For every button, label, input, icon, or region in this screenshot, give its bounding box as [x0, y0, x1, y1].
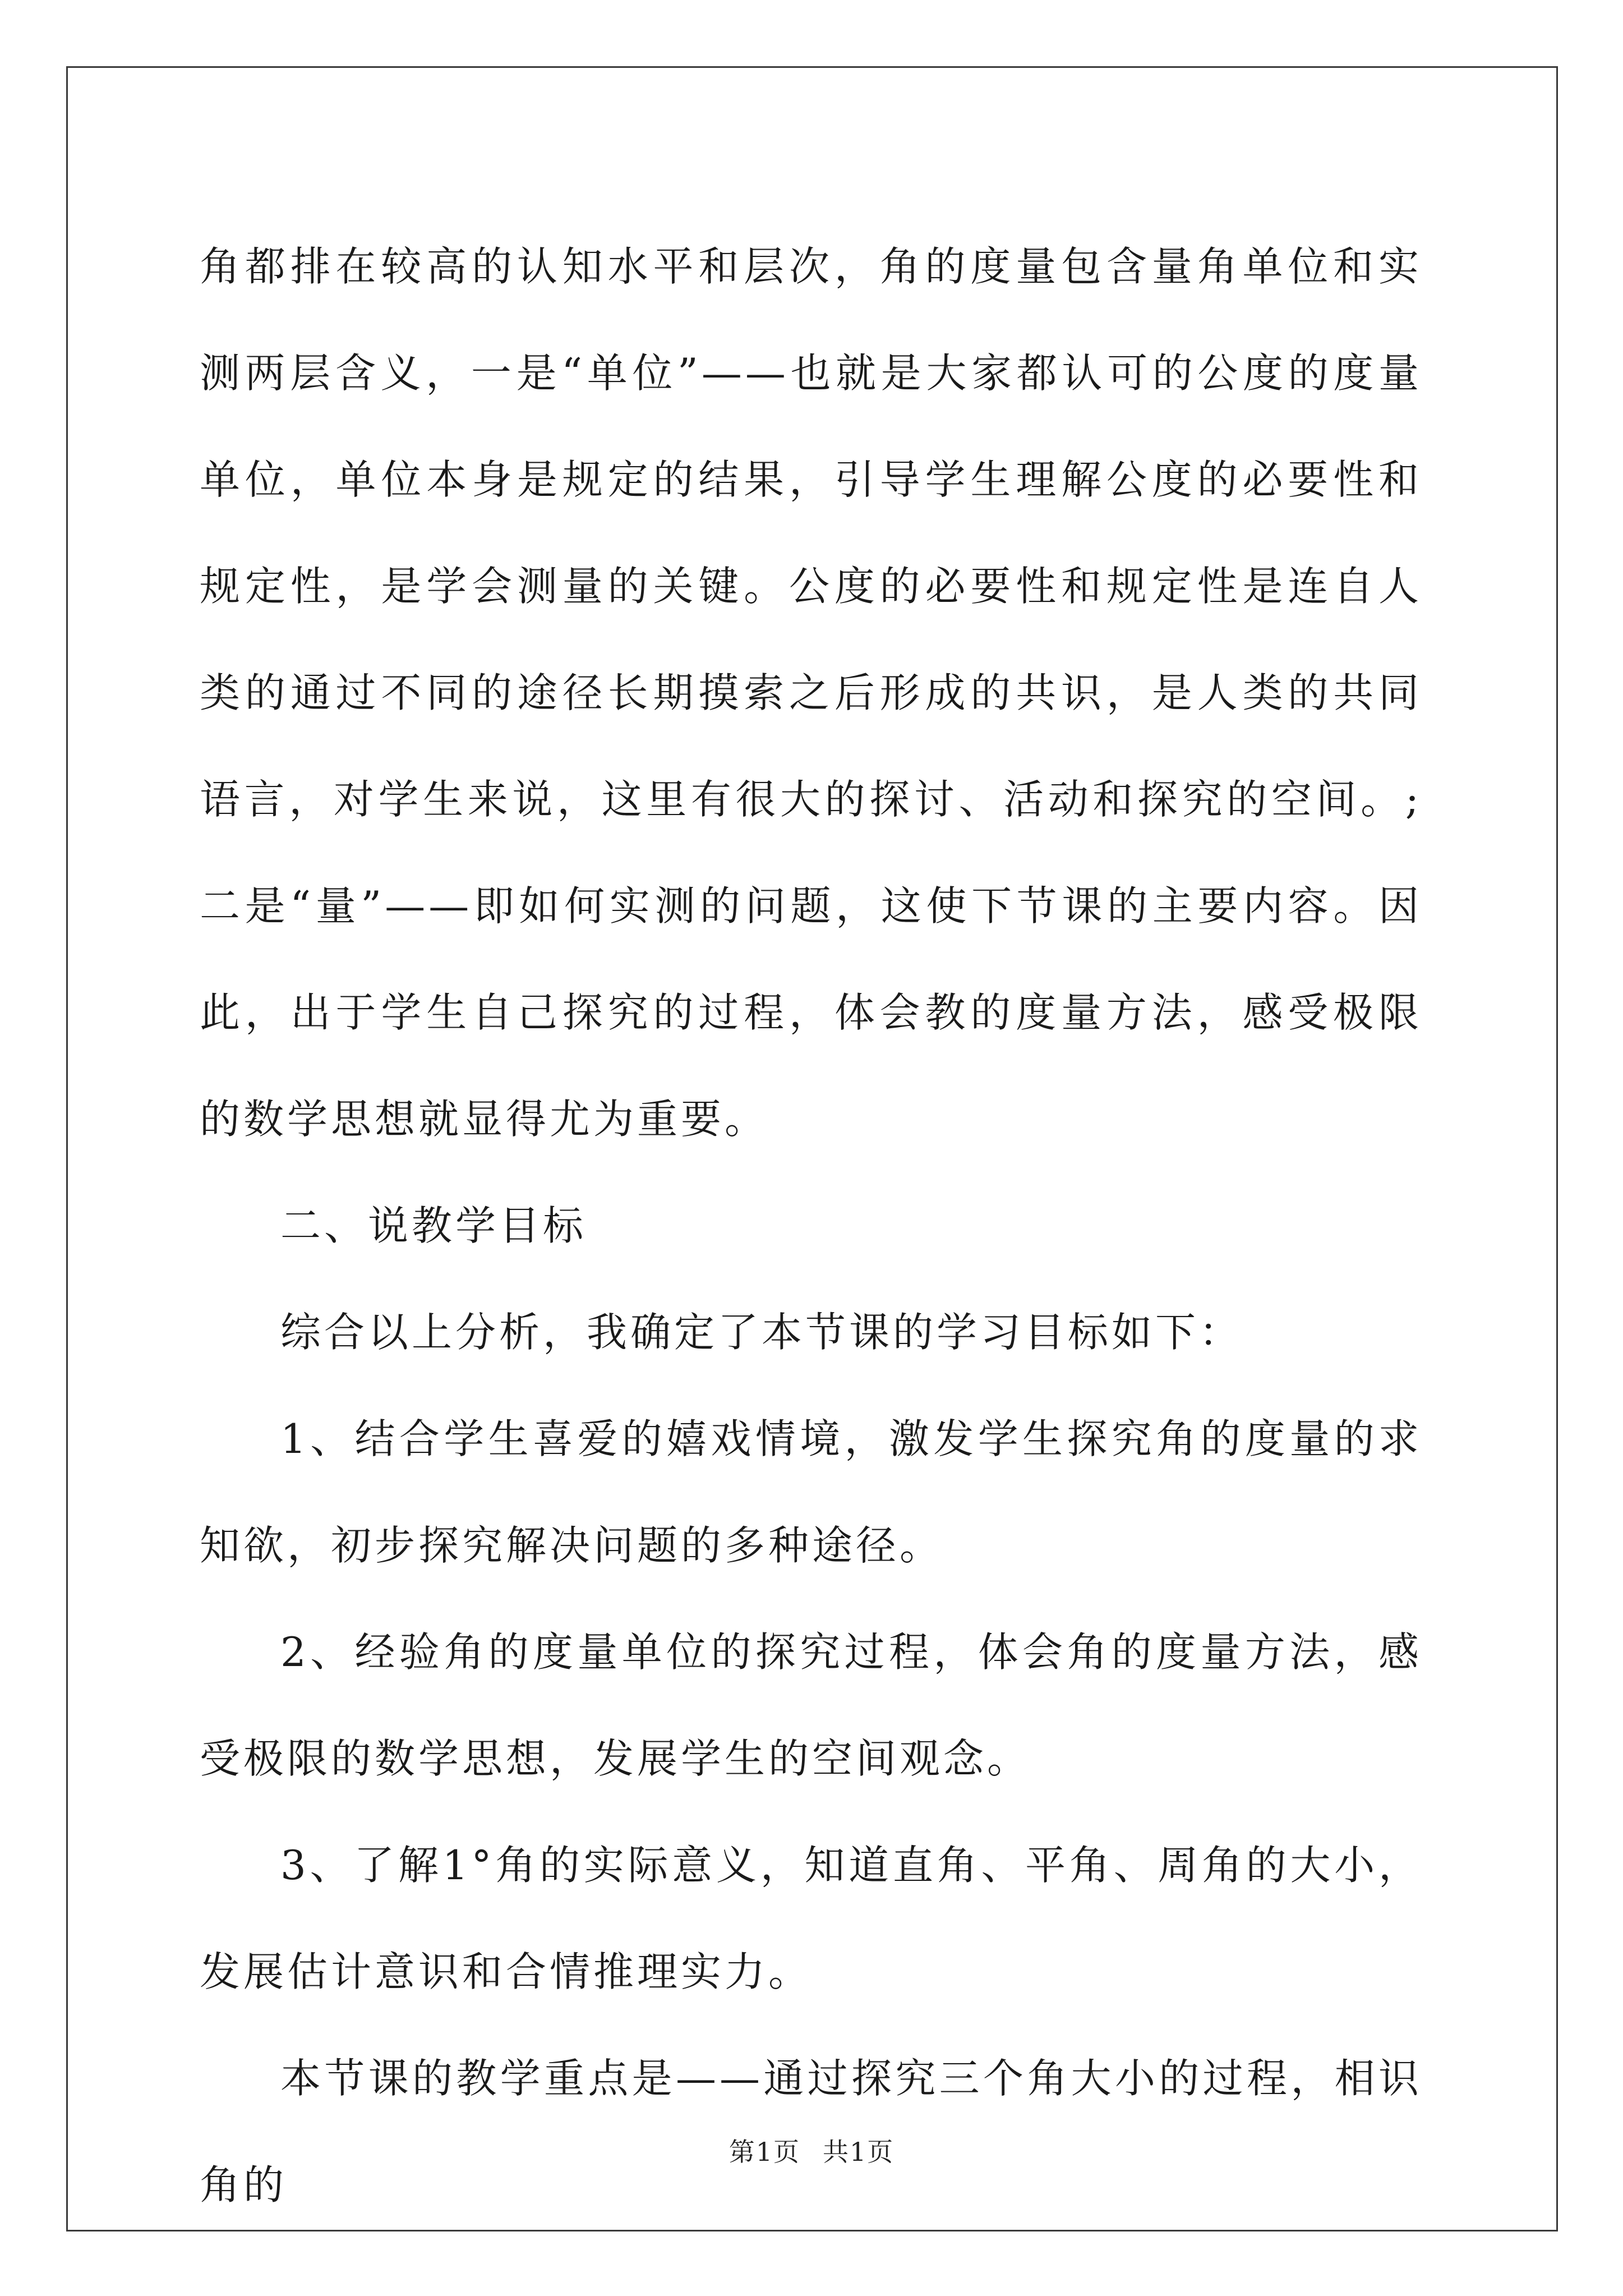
page-number-total: 共1页 [823, 2137, 895, 2167]
document-body [200, 213, 1422, 2238]
goal-item-1: 1、结合学生喜爱的嬉戏情境，激发学生探究角的度量的求知欲，初步探究解决问题的多种途径。 [200, 1415, 1422, 1569]
paragraph-goals-intro: 综合以上分析，我确定了本节课的学习目标如下： [280, 1309, 1243, 1356]
page-number-current: 第1页 [728, 2137, 800, 2167]
goal-item-2: 2、经验角的度量单位的探究过程，体会角的度量方法，感受极限的数学思想，发展学生的空间观念。 [200, 1628, 1422, 1782]
paragraph-1: 角都排在较高的认知水平和层次，角的度量包含量角单位和实测两层含义，一是“单位”——也就是大家都认可的公度的度量单位，单位本身是规定的结果，引导学生理解公度的必要性和规定性，是学会测量的关键。公度的必要性和规定性是连自人类的通过不同的途径长期摸索之后形成的共识，是人类的共同语言，对学生来说，这里有很大的探讨、活动和探究的空间。;二是“量”——即如何实测的问题，这使下节课的主要内容。因此，出于学生自己探究的过程，体会教的度量方法，感受极限的数学思想就显得尤为重要。 [200, 243, 1422, 1143]
page-footer [0, 2132, 1623, 2169]
goal-item-3: 3、了解1°角的实际意义，知道直角、平角、周角的大小，发展估计意识和合情推理实力。 [200, 1842, 1422, 1995]
paragraph-key-points: 本节课的教学重点是——通过探究三个角大小的过程，相识角的 [200, 2055, 1422, 2208]
section-heading-teaching-goals: 二、说教学目标 [280, 1202, 587, 1249]
